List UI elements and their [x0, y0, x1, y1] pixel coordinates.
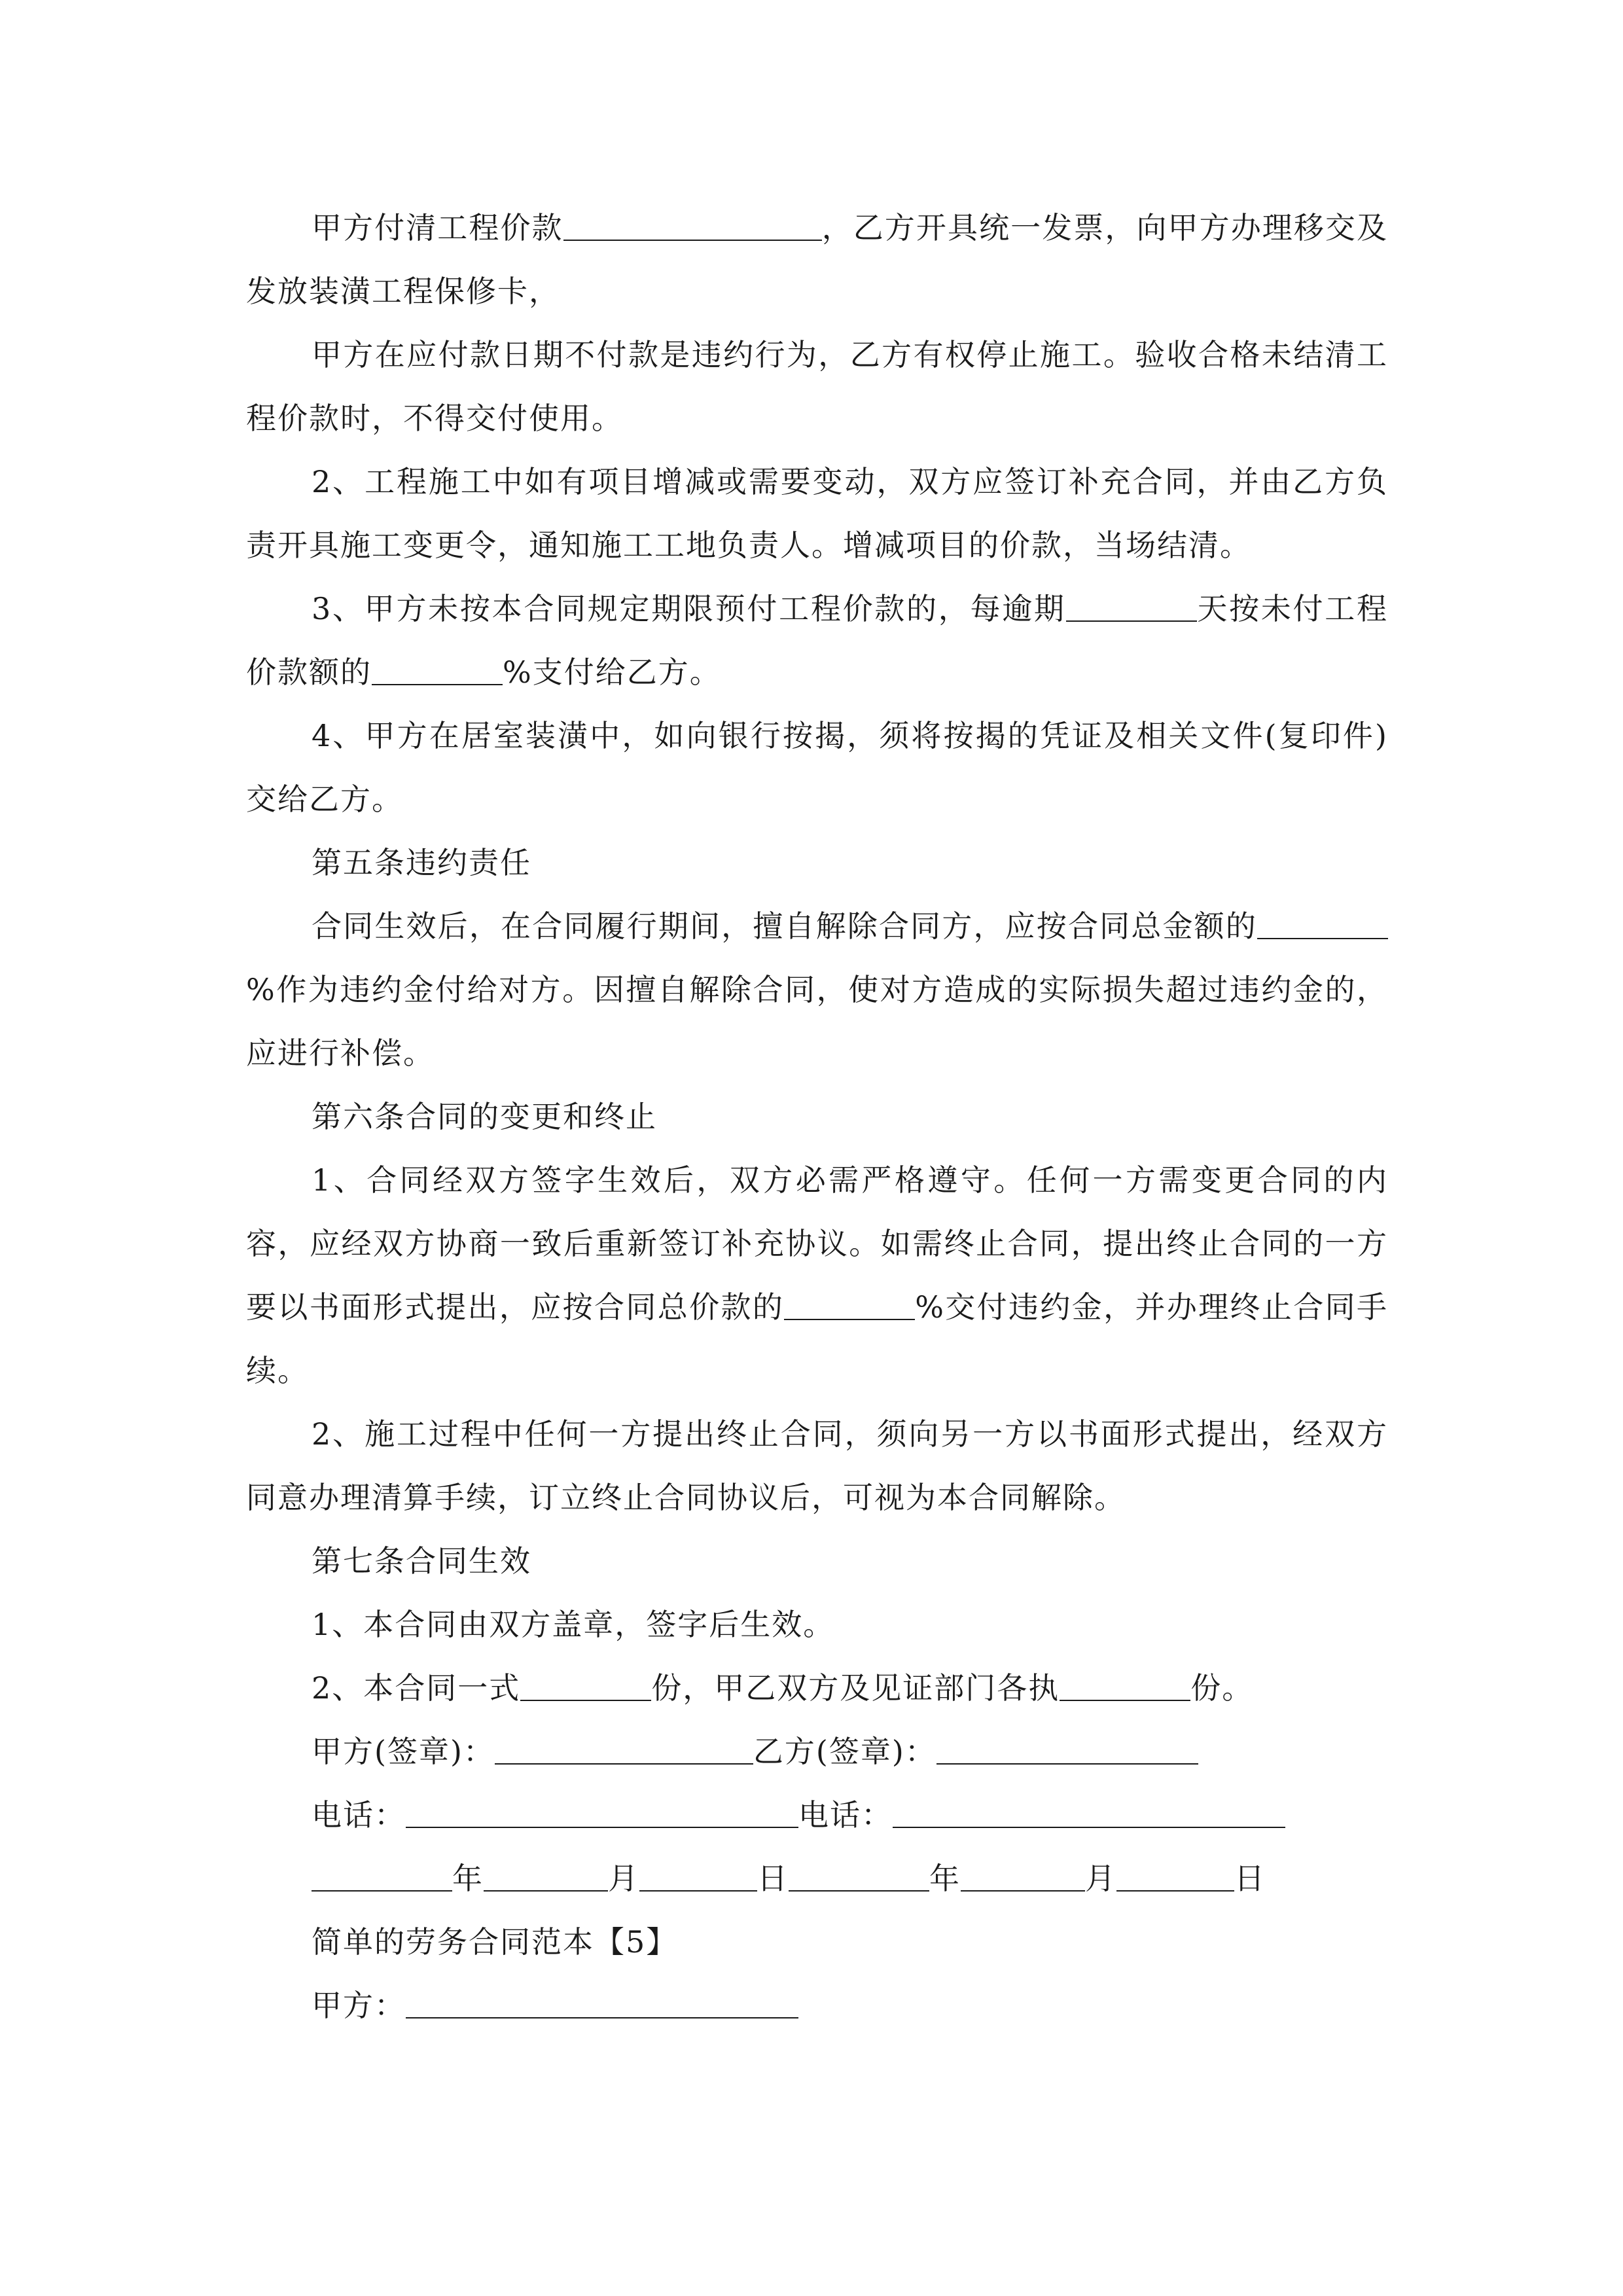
fill-blank-overdue-days	[1066, 588, 1197, 622]
text-segment: 3、甲方未按本合同规定期限预付工程价款的，每逾期	[312, 591, 1066, 626]
phone-blank-a	[406, 1794, 798, 1828]
heading-article-7: 第七条合同生效	[312, 1543, 531, 1579]
date-row	[246, 1847, 1388, 1910]
paragraph-clause-4: 4、甲方在居室装潢中，如向银行按揭，须将按揭的凭证及相关文件(复印件)交给乙方。	[246, 718, 1388, 817]
day-label: 日	[757, 1861, 789, 1896]
phone-label-a: 电话：	[312, 1797, 406, 1833]
text-segment: %作为违约金付给对方。因擅自解除合同，使对方造成的实际损失超过违约金的，应进行补偿。	[246, 972, 1388, 1071]
paragraph-late-payment: 甲方在应付款日期不付款是违约行为，乙方有权停止施工。验收合格未结清工程价款时，不得交付使用。	[246, 337, 1388, 436]
party-a-row	[246, 1974, 1388, 2037]
phone-label-b: 电话：	[798, 1797, 893, 1833]
text-segment: ，乙方开具统一发票，向甲方办理移交及发放装潢工程保修卡，	[246, 210, 1389, 309]
date-month-blank-a	[484, 1857, 608, 1892]
fill-blank-penalty-percent	[372, 651, 503, 685]
date-year-blank-a	[312, 1857, 452, 1892]
paragraph-breach-liability	[246, 895, 1388, 1085]
year-label: 年	[452, 1861, 484, 1896]
party-a-seal-label: 甲方(签章)：	[312, 1734, 495, 1769]
paragraph-effective-1: 1、本合同由双方盖章，签字后生效。	[312, 1607, 835, 1642]
fill-blank-copies-total	[520, 1667, 651, 1701]
paragraph-payment-settlement	[246, 196, 1388, 323]
paragraph-clause-2: 2、工程施工中如有项目增减或需要变动，双方应签订补充合同，并由乙方负责开具施工变更令，通知施工工地负责人。增减项目的价款，当场结清。	[246, 464, 1388, 563]
fill-blank-breach-percent	[1257, 905, 1388, 939]
month-label: 月	[1085, 1861, 1116, 1896]
party-a-blank	[406, 1984, 798, 2018]
signature-row	[246, 1720, 1388, 1784]
text-segment: 1、合同经双方签字生效后，双方必需严格遵守。任何一方需变更合同的内容，应经双方协商一致后重新签订补充协议。如需终止合同，提出终止合同的一方要以书面形式提出，应按合同总价款的	[246, 1162, 1388, 1325]
contract-body	[246, 196, 1388, 2037]
text-segment: 合同生效后，在合同履行期间，擅自解除合同方，应按合同总金额的	[312, 908, 1257, 944]
text-segment: %支付给乙方。	[503, 655, 721, 690]
text-segment: 份。	[1190, 1670, 1254, 1706]
heading-article-6: 第六条合同的变更和终止	[312, 1099, 657, 1134]
text-segment: 天按未付工程价款额的	[246, 591, 1389, 690]
date-month-blank-b	[961, 1857, 1085, 1892]
month-label: 月	[608, 1861, 639, 1896]
text-segment: 份，甲乙双方及见证部门各执	[651, 1670, 1060, 1706]
fill-blank-termination-percent	[784, 1286, 915, 1320]
text-segment: %交付违约金，并办理终止合同手续。	[246, 1289, 1388, 1388]
text-segment: 2、本合同一式	[312, 1670, 521, 1706]
party-a-seal-blank	[495, 1731, 753, 1765]
text-segment: 甲方付清工程价款	[312, 210, 563, 245]
fill-blank-project-price	[563, 207, 822, 241]
paragraph-change-terms	[246, 1149, 1388, 1403]
party-b-seal-label: 乙方(签章)：	[753, 1734, 936, 1769]
phone-row	[246, 1784, 1388, 1847]
day-label: 日	[1234, 1861, 1266, 1896]
paragraph-clause-3	[246, 577, 1388, 704]
heading-article-5: 第五条违约责任	[312, 845, 531, 880]
date-day-blank-a	[639, 1857, 757, 1892]
paragraph-termination: 2、施工过程中任何一方提出终止合同，须向另一方以书面形式提出，经双方同意办理清算手续，订立终止合同协议后，可视为本合同解除。	[246, 1416, 1388, 1515]
year-label: 年	[929, 1861, 961, 1896]
date-year-blank-b	[789, 1857, 929, 1892]
party-a-label: 甲方：	[312, 1988, 406, 2023]
party-b-seal-blank	[936, 1731, 1198, 1765]
date-day-blank-b	[1116, 1857, 1234, 1892]
phone-blank-b	[893, 1794, 1285, 1828]
fill-blank-copies-each	[1060, 1667, 1190, 1701]
section-title-labor-contract: 简单的劳务合同范本【5】	[312, 1924, 678, 1960]
paragraph-copies	[246, 1657, 1388, 1720]
